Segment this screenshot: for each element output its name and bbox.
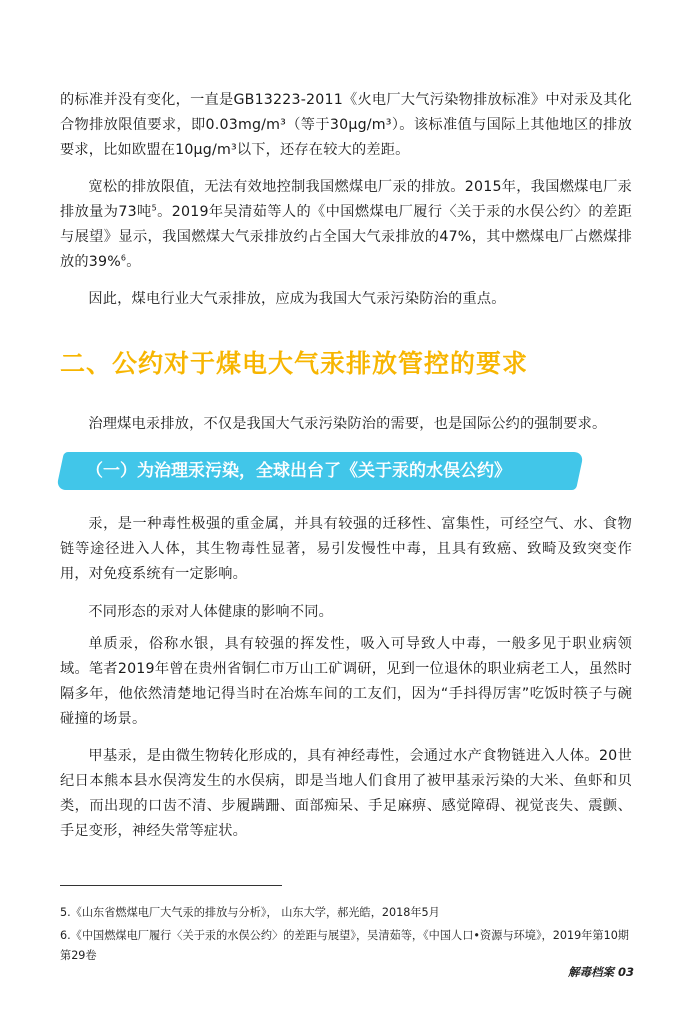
paragraph-mercury-toxicity: 汞，是一种毒性极强的重金属，并具有较强的迁移性、富集性，可经空气、水、食物链等途径进入人体，其生物毒性显著，易引发慢性中毒，且具有致癌、致畸及致突变作用，对免疫系统有一定影响。 <box>60 516 632 582</box>
footnote-ref-5: 5 <box>151 203 157 213</box>
paragraph-loose-limits-end: 。 <box>126 254 141 270</box>
paragraph-conclusion: 因此，煤电行业大气汞排放，应成为我国大气汞污染防治的重点。 <box>88 291 506 307</box>
paragraph-elemental-mercury: 单质汞，俗称水银，具有较强的挥发性，吸入可导致人中毒，一般多见于职业病领域。笔者2019年曾在贵州省铜仁市万山工矿调研，见到一位退休的职业病老工人，虽然时隔多年，他依然清楚地记得当时在冶炼车间的工友们，因为“手抖得厉害”吃饭时筷子与碗碰撞的场景。 <box>60 636 632 727</box>
footnote-ref-6: 6 <box>120 253 127 263</box>
footnote-divider <box>60 885 282 886</box>
paragraph-methylmercury: 甲基汞，是由微生物转化形成的，具有神经毒性，会通过水产食物链进入人体。20世纪日本熊本县水俣湾发生的水俣病，即是当地人们食用了被甲基汞污染的大米、鱼虾和贝类，而出现的口齿不清、步履蹒跚、面部痴呆、手足麻痹、感觉障碍、视觉丧失、震颤、手足变形，神经失常等症状。 <box>60 748 632 839</box>
section-title: 二、公约对于煤电大气汞排放管控的要求 <box>60 349 529 378</box>
subsection-title: （一）为治理汞污染，全球出台了《关于汞的水俣公约》 <box>86 461 511 481</box>
footnote-6: 6.《中国燃煤电厂履行〈关于汞的水俣公约〉的差距与展望》，吴清茹等，《中国人口•资源与环境》，2019年第10期第29卷 <box>60 929 629 962</box>
paragraph-loose-limits-text: 宽松的排放限值，无法有效地控制我国燃煤电厂汞的排放。2015年，我国燃煤电厂汞排放量为73吨 <box>60 179 632 220</box>
page-footer: 解毒档案 03 <box>567 965 634 979</box>
paragraph-mercury-forms: 不同形态的汞对人体健康的影响不同。 <box>88 604 333 620</box>
paragraph-loose-limits <box>60 175 632 275</box>
paragraph-emission-standard: 的标准并没有变化，一直是GB13223-2011《火电厂大气污染物排放标准》中对汞及其化合物排放限值要求，即0.03mg/m³（等于30μg/m³）。该标准值与国际上其他地区的排放要求，比如欧盟在10μg/m³以下，还存在较大的差距。 <box>60 92 632 158</box>
paragraph-loose-limits-mid: 。2019年吴清茹等人的《中国燃煤电厂履行〈关于汞的水俣公约〉的差距与展望》显示，我国燃煤大气汞排放约占全国大气汞排放的47%，其中燃煤电厂占燃煤排放的39% <box>60 204 632 270</box>
paragraph-convention-intro: 治理煤电汞排放，不仅是我国大气汞污染防治的需要，也是国际公约的强制要求。 <box>88 416 607 432</box>
footnote-5: 5.《山东省燃煤电厂大气汞的排放与分析》， 山东大学，郝光皓，2018年5月 <box>60 906 440 919</box>
